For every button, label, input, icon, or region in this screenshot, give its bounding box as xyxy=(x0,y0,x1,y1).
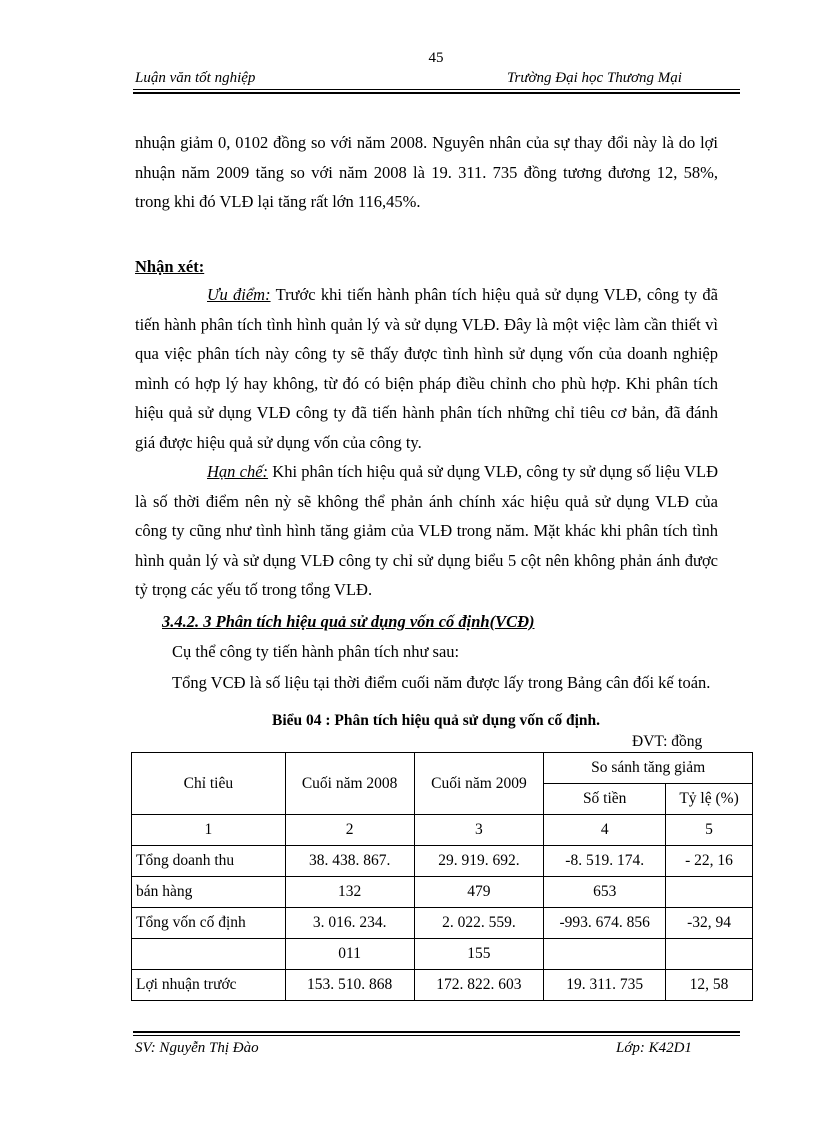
table-cell: 38. 438. 867. xyxy=(285,846,414,877)
table-cell: -8. 519. 174. xyxy=(544,846,666,877)
table-column-number-row xyxy=(132,815,753,846)
advantages-label: Ưu điểm: xyxy=(207,285,271,304)
table-row xyxy=(132,846,753,877)
table-cell: 479 xyxy=(414,877,544,908)
table-cell: 2. 022. 559. xyxy=(414,908,544,939)
header-thesis-label: Luận văn tốt nghiệp xyxy=(135,70,256,86)
advantages-text: Trước khi tiến hành phân tích hiệu quả sử dụng VLĐ, công ty đã tiến hành phân tích tình hình quản lý và sử dụng VLĐ. Đây là một việc làm cần thiết vì qua việc phân tích này công ty sẽ thấy được tình hình sử dụng vốn của doanh nghiệp mình có hợp lý hay không, từ đó có biện pháp điều chỉnh cho phù hợp. Khi phân tích hiệu quả sử dụng VLĐ công ty đã tiến hành phân tích những chỉ tiêu cơ bản, đã đánh giá được hiệu quả sử dụng vốn của công ty. xyxy=(135,285,718,452)
intro-paragraph-text: nhuận giảm 0, 0102 đồng so với năm 2008. Nguyên nhân của sự thay đổi này là do lợi nhuận năm 2009 tăng so với năm 2008 là 19. 311. 735 đồng tương đương 12, 58%, trong khi đó VLĐ lại tăng rất lớn 116,45%. xyxy=(135,133,718,211)
header-end-2008: Cuối năm 2008 xyxy=(285,753,414,815)
column-number: 4 xyxy=(544,815,666,846)
table-cell: 3. 016. 234. xyxy=(285,908,414,939)
table-cell: Tổng vốn cố định xyxy=(132,908,286,939)
table-cell xyxy=(666,877,753,908)
column-number: 5 xyxy=(666,815,753,846)
table-cell: Lợi nhuận trước xyxy=(132,970,286,1001)
table-cell: 29. 919. 692. xyxy=(414,846,544,877)
table-cell: bán hàng xyxy=(132,877,286,908)
table-caption: Biểu 04 : Phân tích hiệu quả sử dụng vốn cố định. xyxy=(271,712,600,729)
column-number: 1 xyxy=(132,815,286,846)
method-line: Cụ thể công ty tiến hành phân tích như sau: xyxy=(172,642,460,661)
table-cell: 653 xyxy=(544,877,666,908)
header-university-label: Trường Đại học Thương Mại xyxy=(507,70,682,86)
footer-student-name: SV: Nguyễn Thị Đào xyxy=(135,1040,259,1056)
table-cell: 19. 311. 735 xyxy=(544,970,666,1001)
limitations-paragraph xyxy=(135,457,718,605)
table-cell: 172. 822. 603 xyxy=(414,970,544,1001)
header-comparison: So sánh tăng giảm xyxy=(544,753,753,784)
section-heading: 3.4.2. 3 Phân tích hiệu quả sử dụng vốn cố định(VCĐ) xyxy=(162,612,535,631)
table-cell: 153. 510. 868 xyxy=(285,970,414,1001)
table-cell xyxy=(132,939,286,970)
table-cell: -993. 674. 856 xyxy=(544,908,666,939)
table-cell: 011 xyxy=(285,939,414,970)
page-number: 45 xyxy=(428,50,444,66)
remarks-title: Nhận xét: xyxy=(135,257,205,276)
table-cell: 132 xyxy=(285,877,414,908)
limitations-text: Khi phân tích hiệu quả sử dụng VLĐ, công ty sử dụng số liệu VLĐ là số thời điểm nên nỳ sẽ không thể phản ánh chính xác hiệu quả sử dụng VLĐ của công ty cũng như tình hình tăng giảm của VLĐ trong năm. Mặt khác khi phân tích tình hình quản lý và sử dụng VLĐ công ty chỉ sử dụng biểu 5 cột nên không phản ánh được tỷ trọng các yếu tố trong tổng VLĐ. xyxy=(135,462,718,599)
header-end-2009: Cuối năm 2009 xyxy=(414,753,544,815)
table-cell: -32, 94 xyxy=(666,908,753,939)
table-row xyxy=(132,970,753,1001)
limitations-label: Hạn chế: xyxy=(207,462,269,481)
header-ratio: Tỷ lệ (%) xyxy=(666,784,753,815)
column-number: 3 xyxy=(414,815,544,846)
unit-label: ĐVT: đồng xyxy=(632,733,703,750)
fixed-capital-table xyxy=(131,752,753,1001)
header-amount: Số tiền xyxy=(544,784,666,815)
table-row xyxy=(132,877,753,908)
table-cell xyxy=(544,939,666,970)
table-row xyxy=(132,908,753,939)
vcd-definition-line: Tổng VCĐ là số liệu tại thời điểm cuối năm được lấy trong Bảng cân đối kế toán. xyxy=(172,673,711,692)
footer-class-label: Lớp: K42D1 xyxy=(616,1040,692,1056)
header-indicator: Chỉ tiêu xyxy=(132,753,286,815)
table-cell: 155 xyxy=(414,939,544,970)
advantages-paragraph xyxy=(135,280,718,457)
table-row xyxy=(132,939,753,970)
table-cell: Tổng doanh thu xyxy=(132,846,286,877)
column-number: 2 xyxy=(285,815,414,846)
footer-rule-thick xyxy=(133,1031,740,1033)
table-cell xyxy=(666,939,753,970)
intro-paragraph xyxy=(135,128,718,217)
header-rule-thick xyxy=(133,92,740,94)
table-header-row xyxy=(132,753,753,784)
table-cell: 12, 58 xyxy=(666,970,753,1001)
header-rule-thin xyxy=(133,89,740,90)
footer-rule-thin xyxy=(133,1035,740,1036)
table-cell: - 22, 16 xyxy=(666,846,753,877)
